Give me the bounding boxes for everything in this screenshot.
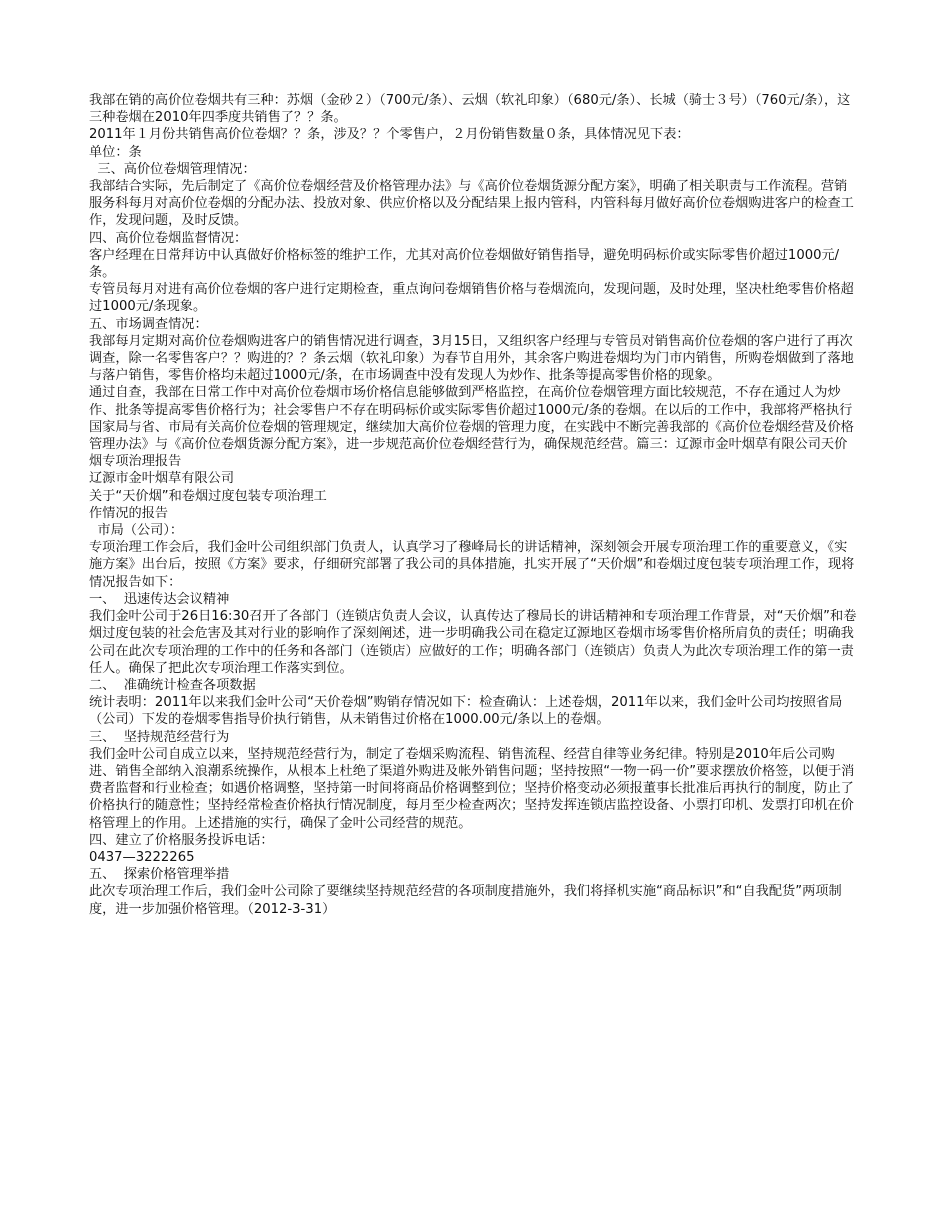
section-heading: 三、高价位卷烟管理情况：: [89, 161, 256, 177]
paragraph: 单位：条: [89, 144, 142, 160]
paragraph: 此次专项治理工作后，我们金叶公司除了要继续坚持规范经营的各项制度措施外，我们将择机实施“商品标识”和“自我配货”两项制度，进一步加强价格管理。（2012-3-31）: [89, 884, 842, 917]
paragraph: 客户经理在日常拜访中认真做好价格标签的维护工作，尤其对高价位卷烟做好销售指导，避免明码标价或实际零售价超过1000元/条。: [89, 247, 840, 281]
section-heading: 一、 迅速传达会议精神: [89, 591, 230, 607]
salutation: 市局（公司）：: [89, 523, 184, 539]
paragraph: 我部在销的高价位卷烟共有三种：苏烟（金砂２）（700元/条）、云烟（软礼印象）（680元/条）、长城（骑士３号）（760元/条），这三种卷烟在2010年四季度共销售了？？条。: [89, 93, 851, 126]
section-heading: 四、高价位卷烟监督情况：: [89, 230, 248, 246]
paragraph: 通过自查，我部在日常工作中对高价位卷烟市场价格信息能够做到严格监控，在高价位卷烟管理方面比较规范，不存在通过人为炒作、批条等提高零售价格行为；社会零售户不存在明码标价或实际零售价超过1000元/条的卷烟。在以后的工作中，我部将严格执行国家局与省、市局有关高价位卷烟的管理规定，继续加大高价位卷烟的管理力度，在实践中不断完善我部的《高价位卷烟经营及价格管理办法》与《高价位卷烟货源分配方案》，进一步规范高价位卷烟经营行为，确保规范经营。篇三：辽源市金叶烟草有限公司天价烟专项治理报告: [89, 385, 854, 470]
paragraph: 我们金叶公司于26日16:30召开了各部门（连锁店负责人会议，认真传达了穆局长的讲话精神和专项治理工作背景，对“天价烟”和卷烟过度包装的社会危害及其对行业的影响作了深刻阐述，进一步明确我公司在稳定辽源地区卷烟市场零售价格所肩负的责任；明确我公司在此次专项治理的工作中的任务和各部门（连锁店）应做好的工作；明确各部门（连锁店）负责人为此次专项治理工作的第一责任人。确保了把此次专项治理工作落实到位。: [89, 609, 857, 676]
section-heading: 五、 探索价格管理举措: [89, 867, 230, 883]
section-heading: 三、 坚持规范经营行为: [89, 729, 230, 745]
paragraph: 我部结合实际，先后制定了《高价位卷烟经营及价格管理办法》与《高价位卷烟货源分配方案》，明确了相关职责与工作流程。营销服务科每月对高价位卷烟的分配办法、投放对象、供应价格以及分配结果上报内管科，内管科每月做好高价位卷烟购进客户的检查工作，发现问题，及时反馈。: [89, 179, 854, 229]
paragraph: 统计表明：2011年以来我们金叶公司“天价卷烟”购销存情况如下：检查确认：上述卷烟，2011年以来，我们金叶公司均按照省局（公司）下发的卷烟零售指导价执行销售，从未销售过价格在1000.00元/条以上的卷烟。: [89, 695, 843, 728]
document-body: [89, 92, 859, 918]
company-name: 辽源市金叶烟草有限公司: [89, 471, 235, 487]
section-heading: 四、建立了价格服务投诉电话：: [89, 832, 274, 848]
paragraph: 专管员每月对进有高价位卷烟的客户进行定期检查，重点询问卷烟销售价格与卷烟流向，发现问题，及时处理，坚决杜绝零售价格超过1000元/条现象。: [89, 282, 854, 315]
phone-number: 0437—3222265: [89, 849, 195, 865]
report-title-line-2: 作情况的报告: [89, 505, 169, 521]
paragraph: 我部每月定期对高价位卷烟购进客户的销售情况进行调查，3月15日，又组织客户经理与专管员对销售高价位卷烟的客户进行了再次调查，除一名零售客户？？购进的？？条云烟（软礼印象）为春节自用外，其余客户购进卷烟均为门市内销售，所购卷烟做到了落地与落户销售，零售价格均未超过1000元/条，在市场调查中没有发现人为炒作、批条等提高零售价格的现象。: [89, 333, 854, 384]
section-heading: 五、市场调查情况：: [89, 316, 208, 332]
paragraph: 2011年１月份共销售高价位卷烟？？条，涉及？？个零售户，２月份销售数量０条，具体情况见下表：: [89, 127, 690, 143]
section-heading: 二、 准确统计检查各项数据: [89, 677, 256, 693]
report-title-line-1: 关于“天价烟”和卷烟过度包装专项治理工: [89, 488, 327, 504]
paragraph: 我们金叶公司自成立以来，坚持规范经营行为，制定了卷烟采购流程、销售流程、经营自律等业务纪律。特别是2010年后公司购进、销售全部纳入浪潮系统操作，从根本上杜绝了渠道外购进及帐外销售问题；坚持按照“一物一码一价”要求摆放价格签，以便于消费者监督和行业检查；如遇价格调整，坚持第一时间将商品价格调整到位；坚持价格变动必须报董事长批准后再执行的制度，防止了价格执行的随意性；坚持经常检查价格执行情况制度，每月至少检查两次；坚持发挥连锁店监控设备、小票打印机、发票打印机在价格管理上的作用。上述措施的实行，确保了金叶公司经营的规范。: [89, 746, 855, 831]
paragraph: 专项治理工作会后，我们金叶公司组织部门负责人，认真学习了穆峰局长的讲话精神，深刻领会开展专项治理工作的重要意义，《实施方案》出台后，按照《方案》要求，仔细研究部署了我公司的具体措施，扎实开展了“天价烟”和卷烟过度包装专项治理工作，现将情况报告如下：: [89, 540, 855, 590]
